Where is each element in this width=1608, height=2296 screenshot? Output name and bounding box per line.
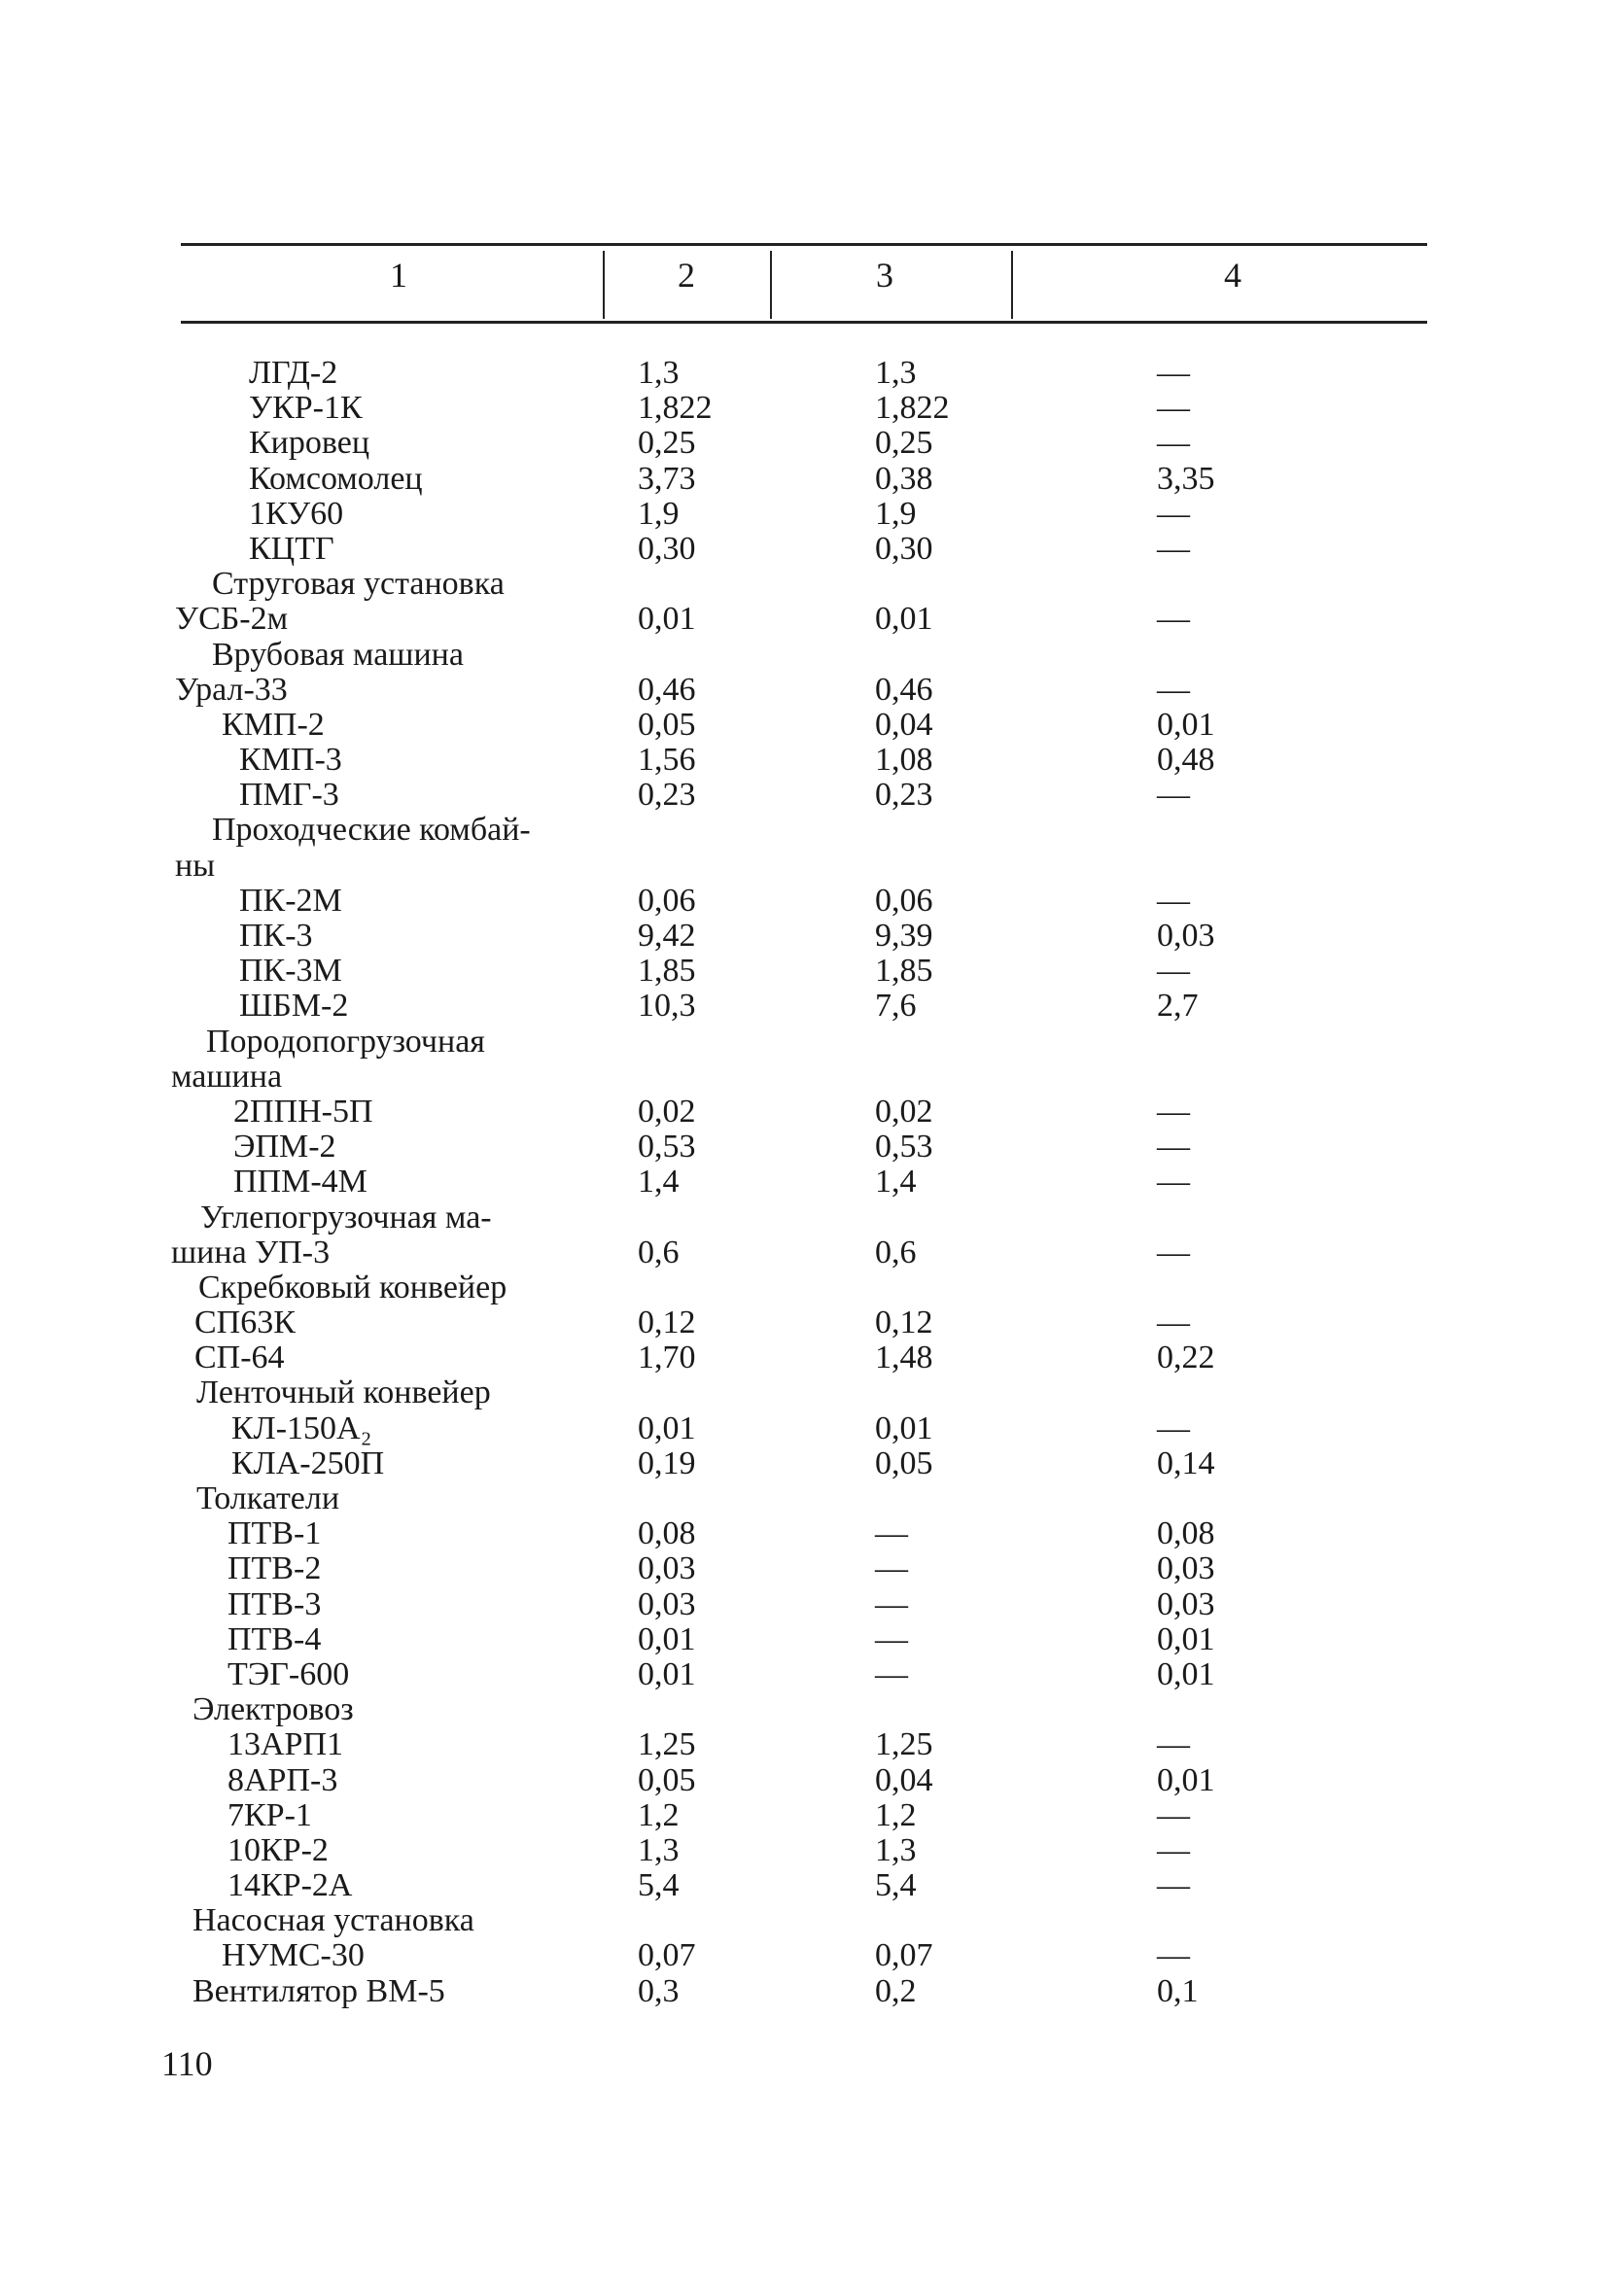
cell-col-2: 0,25 bbox=[638, 425, 696, 462]
cell-col-4: 0,03 bbox=[1157, 1585, 1215, 1622]
table-row bbox=[0, 1974, 1608, 2009]
table-row bbox=[0, 1411, 1608, 1446]
cell-col-4: — bbox=[1157, 1164, 1190, 1200]
cell-col-2: 0,05 bbox=[638, 706, 696, 743]
cell-col-4: 0,08 bbox=[1157, 1515, 1215, 1552]
row-name: Углепогрузочная ма- bbox=[200, 1199, 492, 1235]
row-name: 13АРП1 bbox=[227, 1726, 344, 1763]
cell-col-2: 0,23 bbox=[638, 777, 696, 814]
cell-col-2: 1,56 bbox=[638, 742, 696, 779]
cell-col-4: — bbox=[1157, 1129, 1190, 1165]
row-name: 1КУ60 bbox=[249, 495, 344, 532]
cell-col-4: 0,1 bbox=[1157, 1972, 1199, 2009]
cell-col-3: 1,4 bbox=[875, 1164, 917, 1200]
row-name: СП63К bbox=[194, 1305, 296, 1341]
cell-col-2: 1,3 bbox=[638, 1831, 680, 1868]
cell-col-2: 9,42 bbox=[638, 918, 696, 954]
cell-col-2: 0,02 bbox=[638, 1093, 696, 1130]
table-row bbox=[0, 1060, 1608, 1095]
row-name: Кировец bbox=[249, 425, 370, 462]
table-row bbox=[0, 1587, 1608, 1622]
table-row bbox=[0, 1446, 1608, 1481]
table-row bbox=[0, 1727, 1608, 1762]
table-row bbox=[0, 743, 1608, 778]
cell-col-3: 9,39 bbox=[875, 918, 933, 954]
cell-col-4: — bbox=[1157, 1234, 1190, 1270]
cell-col-3: 1,08 bbox=[875, 742, 933, 779]
row-name: 10КР-2 bbox=[227, 1831, 329, 1868]
table-body bbox=[0, 356, 1608, 2009]
row-name: машина bbox=[171, 1058, 283, 1095]
table-row bbox=[0, 1270, 1608, 1305]
cell-col-4: — bbox=[1157, 1831, 1190, 1868]
cell-col-3: 0,01 bbox=[875, 601, 933, 638]
table-row bbox=[0, 1340, 1608, 1375]
cell-col-4: — bbox=[1157, 953, 1190, 990]
table-row bbox=[0, 884, 1608, 919]
cell-col-3: 1,2 bbox=[875, 1796, 917, 1833]
row-name: ППМ-4М bbox=[233, 1164, 367, 1200]
row-name: КМП-3 bbox=[239, 742, 342, 779]
table-header-rule bbox=[181, 321, 1427, 324]
table-row bbox=[0, 638, 1608, 673]
cell-col-4: — bbox=[1157, 1796, 1190, 1833]
row-name: НУМС-30 bbox=[222, 1937, 365, 1974]
cell-col-4: 0,22 bbox=[1157, 1339, 1215, 1376]
header-col-2: 2 bbox=[678, 256, 695, 295]
row-name: СП-64 bbox=[194, 1339, 285, 1376]
cell-col-2: 0,03 bbox=[638, 1585, 696, 1622]
table-row bbox=[0, 1798, 1608, 1833]
cell-col-2: 0,06 bbox=[638, 882, 696, 919]
cell-col-2: 1,85 bbox=[638, 953, 696, 990]
table-row bbox=[0, 989, 1608, 1024]
row-name: ны bbox=[175, 847, 216, 884]
cell-col-4: 0,14 bbox=[1157, 1444, 1215, 1481]
cell-col-3: — bbox=[875, 1620, 908, 1657]
cell-col-2: 5,4 bbox=[638, 1867, 680, 1904]
table-row bbox=[0, 462, 1608, 497]
row-name: ПТВ-3 bbox=[227, 1585, 322, 1622]
cell-col-4: 0,01 bbox=[1157, 1655, 1215, 1692]
cell-col-3: 0,2 bbox=[875, 1972, 917, 2009]
cell-col-4: — bbox=[1157, 1867, 1190, 1904]
row-name: Вентилятор ВМ-5 bbox=[192, 1972, 445, 2009]
row-name: КЛА-250П bbox=[231, 1444, 385, 1481]
header-col-1: 1 bbox=[390, 256, 407, 295]
cell-col-3: 0,46 bbox=[875, 671, 933, 708]
table-row bbox=[0, 1025, 1608, 1060]
cell-col-3: 1,822 bbox=[875, 390, 950, 427]
row-name: Урал-33 bbox=[175, 671, 288, 708]
cell-col-3: 0,06 bbox=[875, 882, 933, 919]
cell-col-2: 1,4 bbox=[638, 1164, 680, 1200]
row-name: Комсомолец bbox=[249, 460, 423, 497]
table-row bbox=[0, 391, 1608, 426]
cell-col-3: 0,53 bbox=[875, 1129, 933, 1165]
table-row bbox=[0, 356, 1608, 391]
table-row bbox=[0, 602, 1608, 637]
cell-col-3: 0,01 bbox=[875, 1409, 933, 1446]
cell-col-2: 1,2 bbox=[638, 1796, 680, 1833]
cell-col-3: — bbox=[875, 1515, 908, 1552]
header-col-3: 3 bbox=[876, 256, 893, 295]
cell-col-2: 1,3 bbox=[638, 355, 680, 391]
cell-col-4: 0,01 bbox=[1157, 1620, 1215, 1657]
row-name: Насосная установка bbox=[192, 1902, 474, 1939]
table-row bbox=[0, 813, 1608, 848]
table-row bbox=[0, 1165, 1608, 1200]
table-row bbox=[0, 532, 1608, 567]
cell-col-4: — bbox=[1157, 495, 1190, 532]
cell-col-2: 0,07 bbox=[638, 1937, 696, 1974]
cell-col-2: 0,01 bbox=[638, 1620, 696, 1657]
cell-col-3: 0,38 bbox=[875, 460, 933, 497]
cell-col-4: — bbox=[1157, 425, 1190, 462]
row-name: Скребковый конвейер bbox=[198, 1269, 507, 1305]
table-row bbox=[0, 1095, 1608, 1130]
cell-col-3: 1,9 bbox=[875, 495, 917, 532]
row-name: УСБ-2м bbox=[175, 601, 289, 638]
cell-col-2: 0,03 bbox=[638, 1550, 696, 1587]
table-row bbox=[0, 1657, 1608, 1692]
table-row bbox=[0, 1305, 1608, 1340]
table-row bbox=[0, 1868, 1608, 1903]
row-name: ПМГ-3 bbox=[239, 777, 339, 814]
table-row bbox=[0, 778, 1608, 813]
cell-col-3: 0,04 bbox=[875, 1761, 933, 1798]
cell-col-4: — bbox=[1157, 1093, 1190, 1130]
cell-col-3: 0,12 bbox=[875, 1305, 933, 1341]
cell-col-3: 0,6 bbox=[875, 1234, 917, 1270]
cell-col-2: 0,6 bbox=[638, 1234, 680, 1270]
table-row bbox=[0, 1481, 1608, 1516]
cell-col-4: — bbox=[1157, 530, 1190, 567]
table-row bbox=[0, 919, 1608, 954]
row-name: 2ППН-5П bbox=[233, 1093, 373, 1130]
table-row bbox=[0, 1551, 1608, 1586]
table-row bbox=[0, 1375, 1608, 1410]
row-name: ЛГД-2 bbox=[249, 355, 338, 391]
cell-col-3: 1,85 bbox=[875, 953, 933, 990]
cell-col-2: 0,53 bbox=[638, 1129, 696, 1165]
cell-col-2: 0,08 bbox=[638, 1515, 696, 1552]
cell-col-3: 0,23 bbox=[875, 777, 933, 814]
cell-col-3: 1,3 bbox=[875, 1831, 917, 1868]
row-name: КЛ-150А₂ bbox=[231, 1409, 372, 1446]
row-name: ПТВ-4 bbox=[227, 1620, 322, 1657]
cell-col-4: — bbox=[1157, 1305, 1190, 1341]
row-name: ПТВ-2 bbox=[227, 1550, 322, 1587]
cell-col-4: — bbox=[1157, 777, 1190, 814]
row-name: шина УП-3 bbox=[171, 1234, 331, 1270]
row-name: Породопогрузочная bbox=[206, 1023, 485, 1060]
table-row bbox=[0, 849, 1608, 884]
cell-col-2: 1,70 bbox=[638, 1339, 696, 1376]
row-name: 7КР-1 bbox=[227, 1796, 312, 1833]
cell-col-3: — bbox=[875, 1585, 908, 1622]
cell-col-2: 1,25 bbox=[638, 1726, 696, 1763]
cell-col-2: 0,01 bbox=[638, 1409, 696, 1446]
cell-col-4: — bbox=[1157, 882, 1190, 919]
cell-col-4: — bbox=[1157, 390, 1190, 427]
row-name: ЭПМ-2 bbox=[233, 1129, 336, 1165]
table-row bbox=[0, 567, 1608, 602]
row-name: 8АРП-3 bbox=[227, 1761, 338, 1798]
cell-col-4: — bbox=[1157, 355, 1190, 391]
cell-col-4: — bbox=[1157, 671, 1190, 708]
row-name: ШБМ-2 bbox=[239, 988, 349, 1025]
row-name: ПК-2М bbox=[239, 882, 342, 919]
cell-col-3: 7,6 bbox=[875, 988, 917, 1025]
table-row bbox=[0, 1692, 1608, 1727]
cell-col-2: 1,9 bbox=[638, 495, 680, 532]
cell-col-3: — bbox=[875, 1655, 908, 1692]
row-name: Толкатели bbox=[196, 1480, 340, 1516]
cell-col-3: 5,4 bbox=[875, 1867, 917, 1904]
cell-col-3: 1,48 bbox=[875, 1339, 933, 1376]
row-name: Проходческие комбай- bbox=[212, 812, 531, 849]
cell-col-3: 0,02 bbox=[875, 1093, 933, 1130]
row-name: Врубовая машина bbox=[212, 636, 464, 673]
cell-col-2: 0,05 bbox=[638, 1761, 696, 1798]
cell-col-4: — bbox=[1157, 1409, 1190, 1446]
table-row bbox=[0, 1763, 1608, 1798]
row-name: Струговая установка bbox=[212, 566, 505, 603]
cell-col-3: 0,30 bbox=[875, 530, 933, 567]
cell-col-4: 0,03 bbox=[1157, 1550, 1215, 1587]
column-divider-1 bbox=[603, 251, 605, 319]
cell-col-4: 3,35 bbox=[1157, 460, 1215, 497]
cell-col-3: 0,25 bbox=[875, 425, 933, 462]
cell-col-4: 2,7 bbox=[1157, 988, 1199, 1025]
header-col-4: 4 bbox=[1224, 256, 1241, 295]
cell-col-3: 0,05 bbox=[875, 1444, 933, 1481]
table-row bbox=[0, 1903, 1608, 1938]
cell-col-3: 1,25 bbox=[875, 1726, 933, 1763]
table-row bbox=[0, 1516, 1608, 1551]
cell-col-3: — bbox=[875, 1550, 908, 1587]
table-top-rule bbox=[181, 243, 1427, 246]
cell-col-3: 0,07 bbox=[875, 1937, 933, 1974]
cell-col-2: 0,46 bbox=[638, 671, 696, 708]
cell-col-2: 0,30 bbox=[638, 530, 696, 567]
cell-col-2: 1,822 bbox=[638, 390, 713, 427]
row-name: ТЭГ-600 bbox=[227, 1655, 350, 1692]
cell-col-4: — bbox=[1157, 1937, 1190, 1974]
cell-col-4: 0,01 bbox=[1157, 1761, 1215, 1798]
cell-col-4: — bbox=[1157, 1726, 1190, 1763]
row-name: ПК-3 bbox=[239, 918, 313, 954]
page-number: 110 bbox=[161, 2044, 213, 2083]
table-row bbox=[0, 426, 1608, 461]
row-name: ПК-3М bbox=[239, 953, 342, 990]
table-row bbox=[0, 1235, 1608, 1270]
cell-col-4: 0,03 bbox=[1157, 918, 1215, 954]
table-row bbox=[0, 673, 1608, 708]
table-row bbox=[0, 1833, 1608, 1868]
table-row bbox=[0, 954, 1608, 989]
table-row bbox=[0, 1938, 1608, 1973]
column-divider-3 bbox=[1011, 251, 1013, 319]
cell-col-3: 0,04 bbox=[875, 706, 933, 743]
table-row bbox=[0, 1622, 1608, 1657]
row-name: Электровоз bbox=[192, 1691, 354, 1728]
cell-col-4: — bbox=[1157, 601, 1190, 638]
table-row bbox=[0, 1130, 1608, 1165]
row-name: 14КР-2А bbox=[227, 1867, 353, 1904]
column-divider-2 bbox=[770, 251, 772, 319]
row-name: Ленточный конвейер bbox=[196, 1374, 491, 1411]
table-row bbox=[0, 708, 1608, 743]
row-name: КМП-2 bbox=[222, 706, 325, 743]
cell-col-2: 0,19 bbox=[638, 1444, 696, 1481]
cell-col-3: 1,3 bbox=[875, 355, 917, 391]
cell-col-2: 10,3 bbox=[638, 988, 696, 1025]
cell-col-2: 0,3 bbox=[638, 1972, 680, 2009]
cell-col-2: 0,12 bbox=[638, 1305, 696, 1341]
cell-col-2: 3,73 bbox=[638, 460, 696, 497]
cell-col-4: 0,48 bbox=[1157, 742, 1215, 779]
cell-col-2: 0,01 bbox=[638, 1655, 696, 1692]
row-name: УКР-1К bbox=[249, 390, 363, 427]
table-row bbox=[0, 497, 1608, 532]
cell-col-2: 0,01 bbox=[638, 601, 696, 638]
row-name: ПТВ-1 bbox=[227, 1515, 322, 1552]
table-row bbox=[0, 1200, 1608, 1235]
cell-col-4: 0,01 bbox=[1157, 706, 1215, 743]
row-name: КЦТГ bbox=[249, 530, 334, 567]
